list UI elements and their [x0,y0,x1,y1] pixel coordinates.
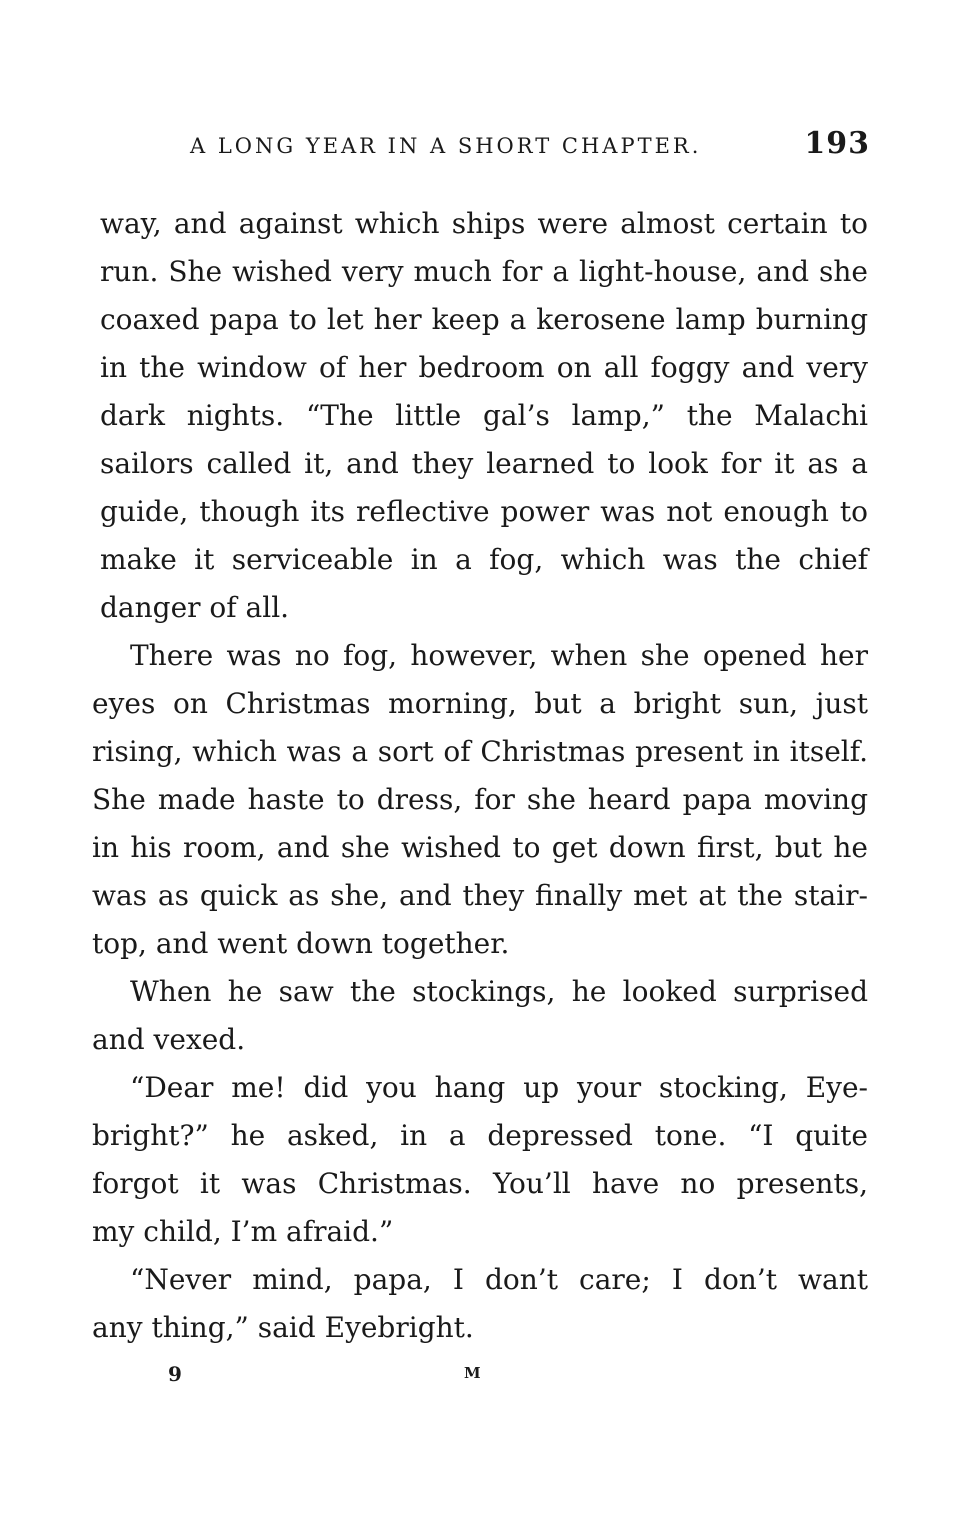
text-line: guide, though its reflective power was not enough to [100,495,868,528]
paragraph [92,1256,868,1352]
text-line: sailors called it, and they learned to look for it as a [100,447,868,480]
paragraph [92,1064,868,1256]
text-line: and vexed. [92,1023,246,1056]
text-line: There was no fog, however, when she opened her [130,639,868,672]
text-line: my child, I’m afraid.” [92,1215,394,1248]
text-line: She made haste to dress, for she heard papa moving [92,783,868,816]
text-line: When he saw the stockings, he looked surprised [130,975,868,1008]
page-number: 193 [804,126,870,161]
text-line: forgot it was Christmas. You’ll have no presents, [92,1167,868,1200]
running-title: A LONG YEAR IN A SHORT CHAPTER. [190,134,702,158]
signature-letter: M [464,1364,481,1382]
text-line: “Dear me! did you hang up your stocking, Eye- [130,1071,868,1104]
text-line: any thing,” said Eyebright. [92,1311,474,1344]
text-line: coaxed papa to let her keep a kerosene lamp burning [100,303,868,336]
text-line: run. She wished very much for a light-house, and she [100,255,868,288]
paragraph [92,632,868,968]
text-line: bright?” he asked, in a depressed tone. “I quite [92,1119,868,1152]
running-head [190,126,870,166]
text-line: “Never mind, papa, I don’t care; I don’t want [130,1263,868,1296]
body-text [92,200,868,1352]
text-line: in his room, and she wished to get down first, but he [92,831,868,864]
text-line: top, and went down together. [92,927,510,960]
signature-number: 9 [168,1362,182,1386]
text-line: eyes on Christmas morning, but a bright sun, just [92,687,868,720]
text-line: in the window of her bedroom on all foggy and very [100,351,868,384]
text-line: way, and against which ships were almost certain to [100,207,868,240]
paragraph [92,968,868,1064]
signature-marks [168,1362,508,1398]
text-line: make it serviceable in a fog, which was the chief [100,543,868,576]
text-line: danger of all. [100,591,290,624]
text-line: dark nights. “The little gal’s lamp,” the Malachi [100,399,868,432]
text-line: was as quick as she, and they finally met at the stair- [92,879,868,912]
text-line: rising, which was a sort of Christmas present in itself. [92,735,868,768]
paragraph [92,200,868,632]
